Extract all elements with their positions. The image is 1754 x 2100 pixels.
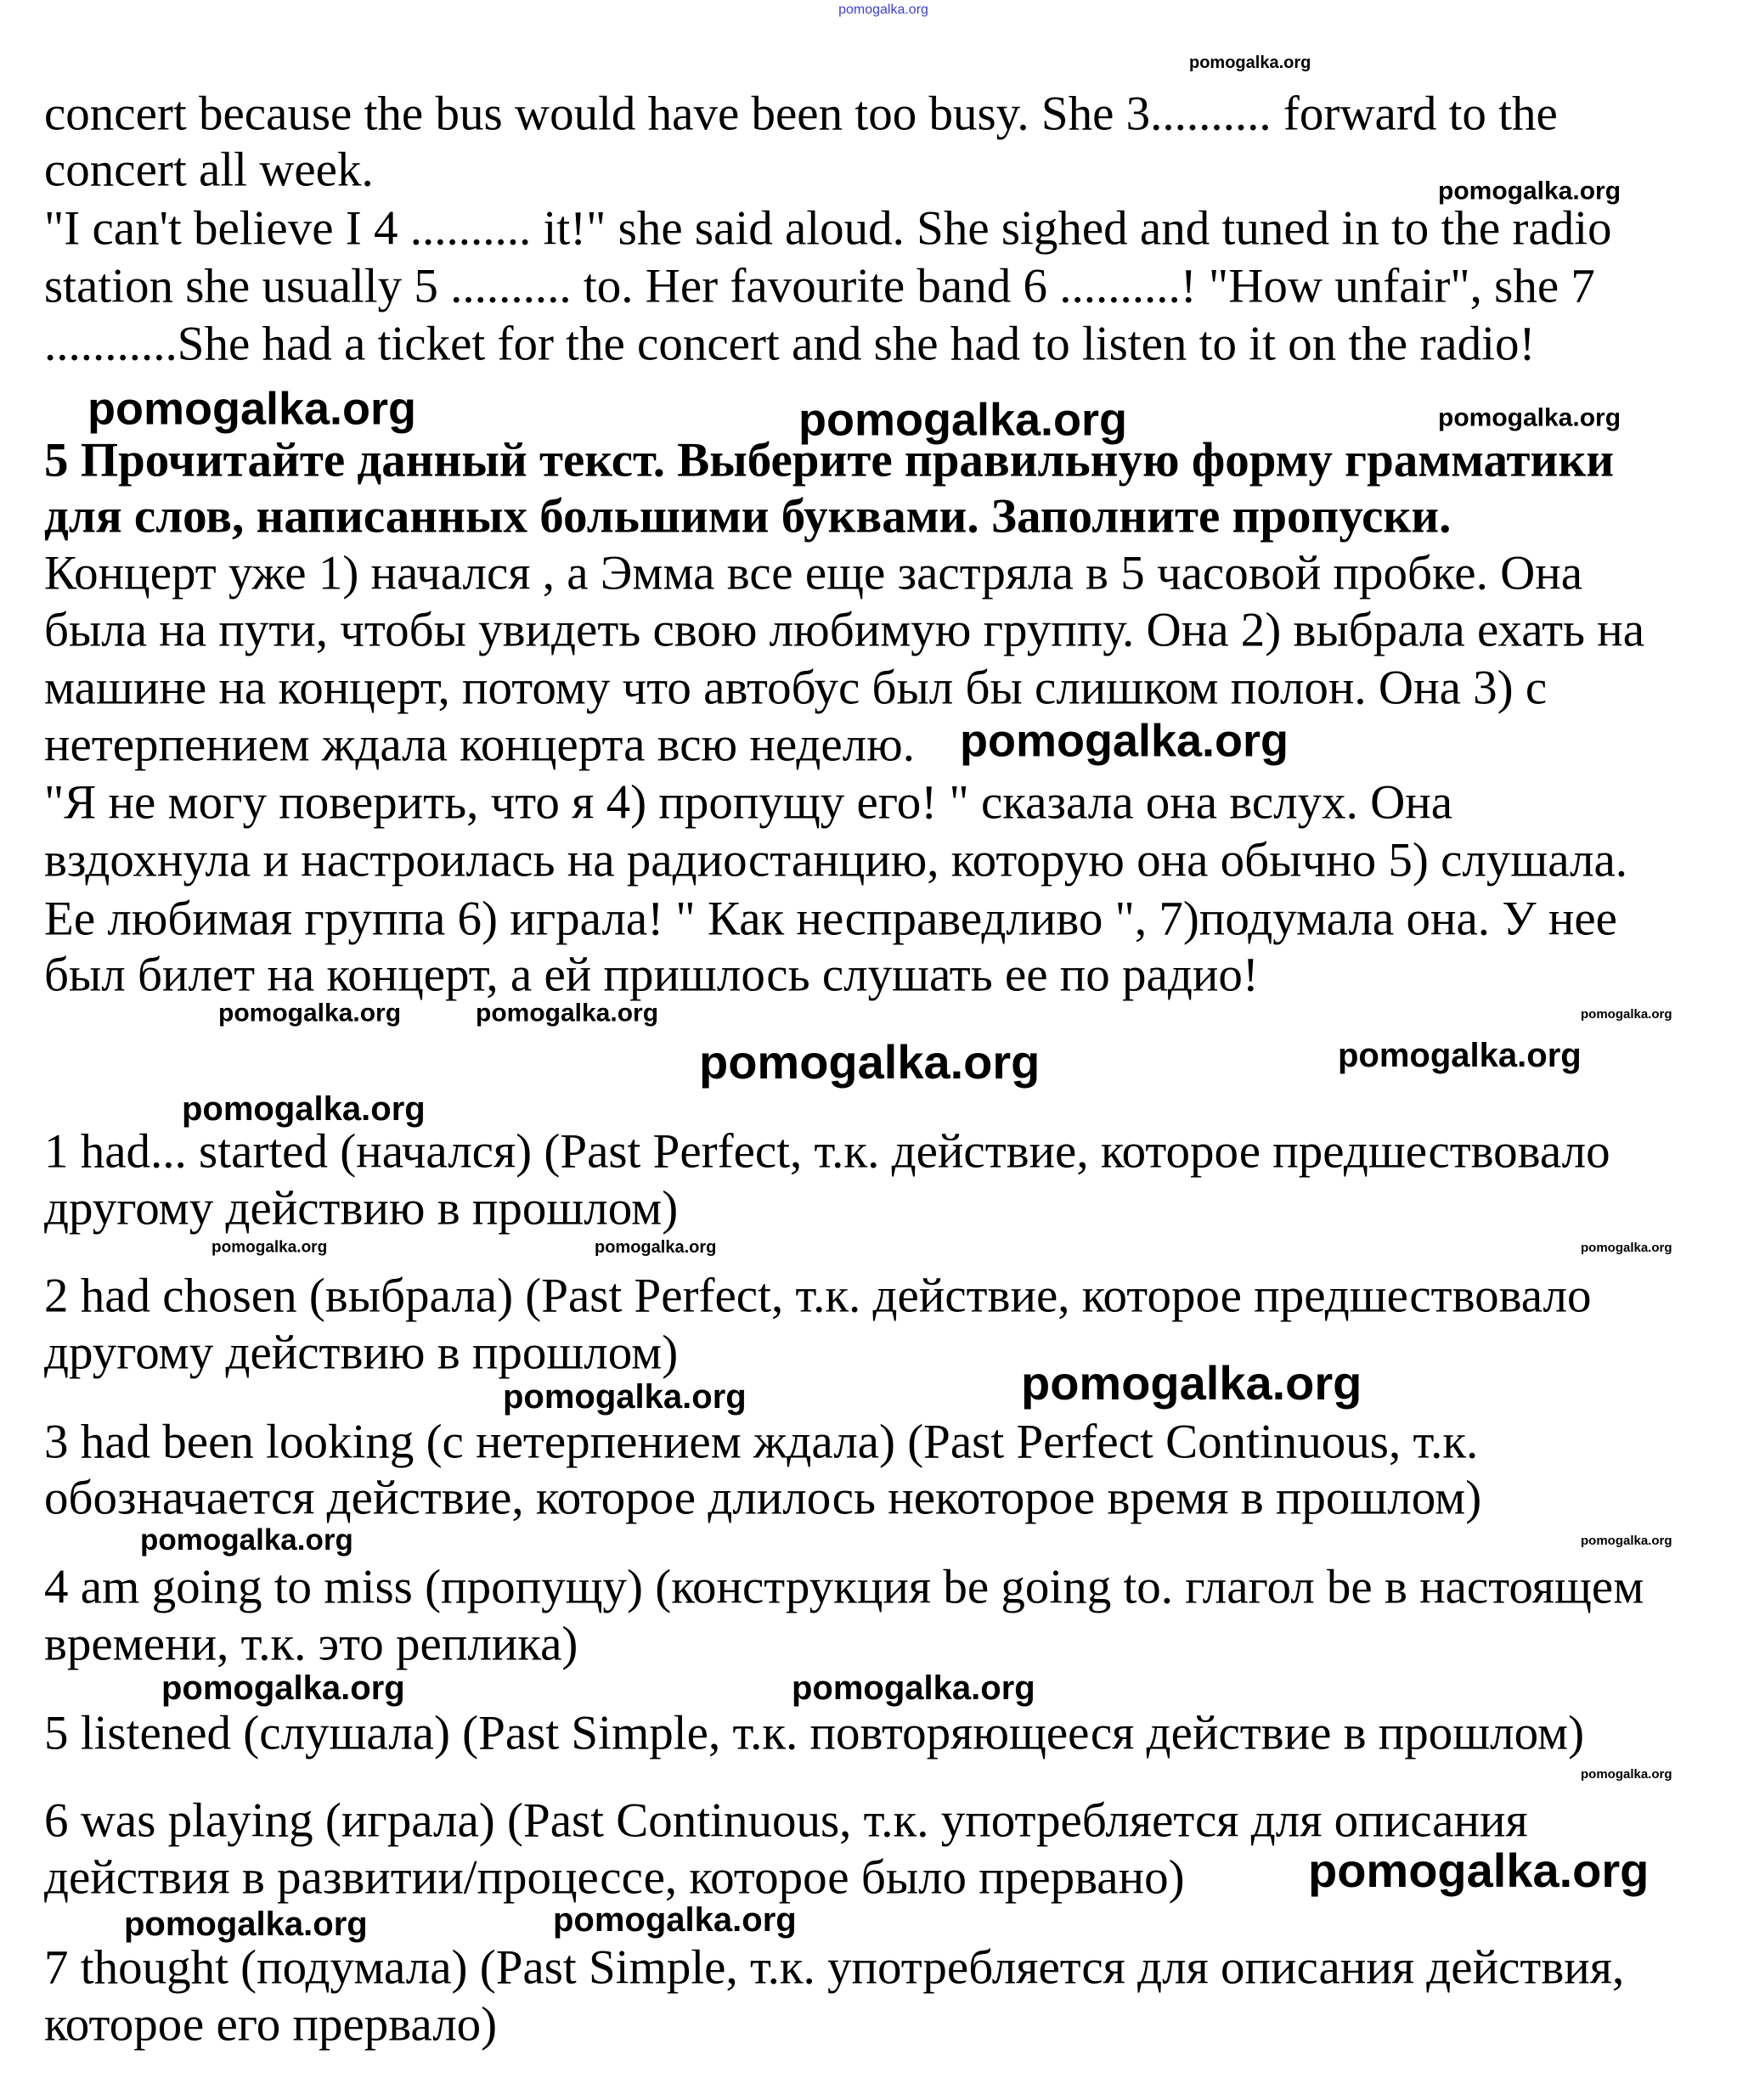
watermark: pomogalka.org [792, 1669, 1035, 1707]
answer-line: действия в развитии/процессе, которое было прервано) [44, 1850, 1185, 1905]
watermark: pomogalka.org [1581, 1240, 1672, 1255]
watermark: pomogalka.org [87, 383, 417, 435]
translation-line: нетерпением ждала концерта всю неделю. [44, 718, 915, 772]
answer-line: другому действию в прошлом) [44, 1181, 679, 1236]
watermark: pomogalka.org [1189, 53, 1311, 72]
translation-line: Ее любимая группа 6) играла! " Как несправедливо ", 7)подумала она. У нее [44, 892, 1617, 946]
watermark: pomogalka.org [699, 1035, 1041, 1089]
answer-line: времени, т.к. это реплика) [44, 1617, 578, 1671]
watermark: pomogalka.org [1438, 403, 1621, 432]
exercise-line: "I can't believe I 4 .......... it!" she said aloud. She sighed and tuned in to the radio [44, 201, 1612, 256]
watermark: pomogalka.org [182, 1090, 426, 1128]
translation-line: Концерт уже 1) начался , а Эмма все еще застряла в 5 часовой пробке. Она [44, 546, 1583, 600]
answer-line: обозначается действие, которое длилось некоторое время в прошлом) [44, 1471, 1482, 1525]
watermark-header[interactable]: pomogalka.org [838, 3, 928, 17]
watermark: pomogalka.org [218, 999, 402, 1027]
answer-line: 7 thought (подумала) (Past Simple, т.к. употребляется для описания действия, [44, 1940, 1625, 1995]
watermark: pomogalka.org [595, 1238, 717, 1257]
answer-line: 1 had... started (начался) (Past Perfect, т.к. действие, которое предшествовало [44, 1124, 1610, 1179]
watermark: pomogalka.org [1021, 1356, 1362, 1410]
watermark: pomogalka.org [553, 1901, 797, 1939]
answer-line: 4 am going to miss (пропущу) (конструкция be going to. глагол be в настоящем [44, 1560, 1644, 1614]
exercise-line: concert all week. [44, 143, 374, 197]
translation-line: машине на концерт, потому что автобус был бы слишком полон. Она 3) с [44, 661, 1548, 715]
answer-line: которое его прервало) [44, 1997, 498, 2052]
watermark: pomogalka.org [1581, 1766, 1672, 1782]
answer-line: другому действию в прошлом) [44, 1326, 679, 1380]
watermark: pomogalka.org [1338, 1037, 1582, 1074]
watermark: pomogalka.org [140, 1523, 353, 1557]
task-heading: 5 Прочитайте данный текст. Выберите правильную форму грамматики [44, 433, 1615, 487]
answer-line: 6 was playing (играла) (Past Continuous, т.к. употребляется для описания [44, 1793, 1528, 1848]
watermark: pomogalka.org [1581, 1006, 1672, 1022]
exercise-line: ...........She had a ticket for the concert and she had to listen to it on the radio! [44, 317, 1536, 371]
watermark: pomogalka.org [211, 1238, 328, 1257]
translation-line: был билет на концерт, а ей пришлось слушать ее по радио! [44, 948, 1259, 1002]
exercise-line: station she usually 5 .......... to. Her favourite band 6 ..........! "How unfair", she 7 [44, 259, 1595, 313]
task-heading: для слов, написанных большими буквами. Заполните пропуски. [44, 489, 1452, 543]
watermark: pomogalka.org [1438, 177, 1621, 205]
translation-line: была на пути, чтобы увидеть свою любимую группу. Она 2) выбрала ехать на [44, 603, 1645, 657]
translation-line: "Я не могу поверить, что я 4) пропущу его! " сказала она вслух. Она [44, 775, 1453, 830]
translation-line: вздохнула и настроилась на радиостанцию, которую она обычно 5) слушала. [44, 833, 1628, 887]
answer-line: 2 had chosen (выбрала) (Past Perfect, т.к. действие, которое предшествовало [44, 1269, 1592, 1323]
watermark: pomogalka.org [476, 999, 659, 1027]
watermark: pomogalka.org [1308, 1844, 1650, 1898]
watermark: pomogalka.org [960, 715, 1289, 767]
watermark: pomogalka.org [503, 1378, 747, 1416]
exercise-line: concert because the bus would have been too busy. She 3.......... forward to the [44, 87, 1558, 141]
answer-line: 3 had been looking (с нетерпением ждала) (Past Perfect Continuous, т.к. [44, 1415, 1479, 1469]
watermark: pomogalka.org [798, 394, 1128, 446]
answer-line: 5 listened (слушала) (Past Simple, т.к. повторяющееся действие в прошлом) [44, 1706, 1585, 1760]
watermark: pomogalka.org [161, 1669, 405, 1707]
watermark: pomogalka.org [1581, 1533, 1672, 1548]
watermark: pomogalka.org [124, 1906, 368, 1943]
